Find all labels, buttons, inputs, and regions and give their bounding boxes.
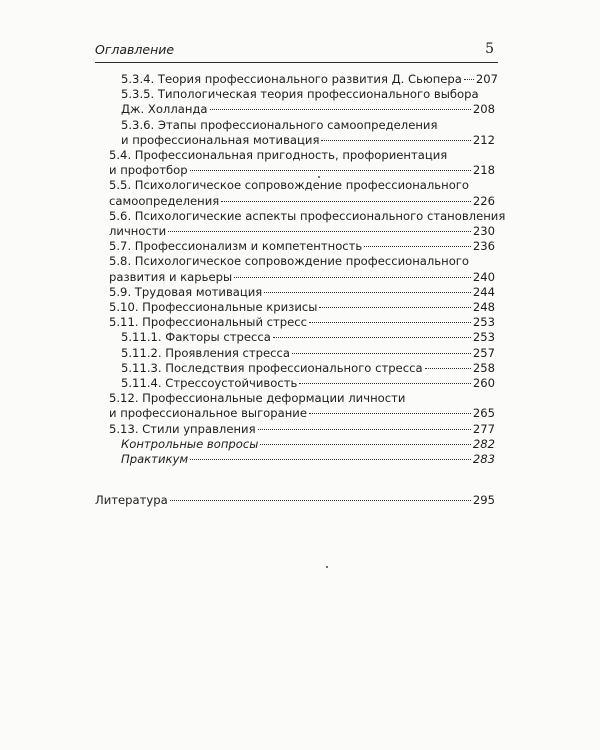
toc-entry-practicum[interactable]: [95, 452, 495, 467]
toc-entry-title-line2: Дж. Холланда: [121, 102, 208, 117]
toc-entry-5-11[interactable]: [95, 315, 495, 330]
toc-entry-5-8[interactable]: [95, 254, 495, 284]
toc-entry-title: 5.11. Профессиональный стресс: [109, 315, 308, 330]
toc-entry-page: 248: [472, 300, 495, 315]
dot-leader: [221, 201, 471, 202]
page-number: 5: [485, 41, 494, 57]
toc-entry-title-line1: 5.3.6. Этапы профессионального самоопределения: [121, 117, 438, 132]
dot-leader: [264, 292, 471, 293]
toc-entry-title: 5.10. Профессиональные кризисы: [109, 300, 318, 315]
dot-leader: [464, 79, 474, 80]
toc-entry-5-12[interactable]: [95, 391, 495, 421]
dot-leader: [190, 170, 471, 171]
toc-entry-page: 240: [472, 269, 495, 284]
toc-entry-title-line2: и профессиональная мотивация: [121, 132, 320, 147]
toc-entry-page: 253: [472, 330, 495, 345]
toc-entry-title: 5.11.4. Стрессоустойчивость: [121, 376, 298, 391]
toc-entry-5-11-1[interactable]: [95, 330, 495, 345]
toc-entry-5-11-2[interactable]: [95, 346, 495, 361]
toc-entry-page: 260: [472, 376, 495, 391]
toc-entry-title: 5.9. Трудовая мотивация: [109, 284, 263, 299]
toc-entry-title: Практикум: [121, 452, 189, 467]
toc-entry-page: 212: [472, 132, 495, 147]
toc-entry-5-7[interactable]: [95, 239, 495, 254]
table-of-contents: [95, 72, 506, 508]
toc-entry-page: 253: [472, 315, 495, 330]
toc-entry-5-11-4[interactable]: [95, 376, 495, 391]
toc-entry-5-3-4[interactable]: [95, 72, 499, 87]
toc-entry-5-4[interactable]: [95, 148, 495, 178]
toc-entry-5-3-6[interactable]: [95, 118, 495, 148]
toc-entry-title: 5.11.3. Последствия профессионального стресса: [121, 360, 423, 375]
toc-entry-title-line1: 5.4. Профессиональная пригодность, профориентация: [109, 148, 448, 163]
toc-entry-page: 257: [472, 345, 495, 360]
page-header: [95, 40, 498, 63]
toc-entry-5-13[interactable]: [95, 422, 495, 437]
toc-entry-title-line2: и профотбор: [109, 163, 188, 178]
print-speck: [318, 176, 320, 178]
toc-entry-page: 236: [472, 239, 495, 254]
toc-entry-page: 244: [472, 284, 495, 299]
running-title: Оглавление: [95, 42, 175, 57]
toc-entry-page: 295: [472, 493, 495, 508]
toc-entry-5-10[interactable]: [95, 300, 495, 315]
dot-leader: [321, 140, 470, 141]
toc-entry-control-questions[interactable]: [95, 437, 495, 452]
toc-entry-title-line1: 5.6. Психологические аспекты профессионального становления: [109, 208, 506, 223]
toc-entry-title: 5.7. Профессионализм и компетентность: [109, 239, 363, 254]
toc-entry-title: Литература: [95, 493, 168, 508]
toc-entry-page: 258: [472, 360, 495, 375]
toc-entry-5-3-5[interactable]: [95, 87, 495, 117]
toc-entry-page: 282: [472, 436, 495, 451]
dot-leader: [210, 109, 471, 110]
toc-entry-title-line1: 5.5. Психологическое сопровождение профессионального: [109, 178, 469, 193]
toc-entry-page: 207: [475, 72, 499, 86]
dot-leader: [309, 413, 471, 414]
toc-entry-page: 265: [472, 406, 495, 421]
dot-leader: [260, 444, 470, 445]
dot-leader: [234, 277, 471, 278]
print-speck: [326, 566, 328, 568]
toc-entry-title-line2: развития и карьеры: [109, 269, 233, 284]
toc-entry-page: 208: [472, 102, 495, 117]
toc-entry-5-5[interactable]: [95, 178, 495, 208]
toc-entry-title-line1: 5.3.5. Типологическая теория профессионального выбора: [121, 87, 479, 102]
dot-leader: [170, 500, 471, 501]
toc-entry-title-line1: 5.12. Профессиональные деформации личности: [109, 391, 406, 406]
dot-leader: [190, 459, 471, 460]
dot-leader: [309, 322, 471, 323]
toc-entry-title: Контрольные вопросы: [121, 436, 259, 451]
toc-entry-5-6[interactable]: [95, 208, 506, 239]
dot-leader: [168, 231, 471, 232]
toc-entry-title: 5.3.4. Теория профессионального развития Д. Сьюпера: [121, 72, 462, 86]
dot-leader: [299, 383, 471, 384]
toc-entry-page: 283: [472, 452, 495, 467]
dot-leader: [258, 429, 471, 430]
toc-entry-page: 218: [472, 163, 495, 178]
toc-entry-page: 277: [472, 421, 495, 436]
dot-leader: [319, 307, 470, 308]
toc-entry-title: 5.11.2. Проявления стресса: [121, 345, 291, 360]
toc-entry-literature[interactable]: [95, 493, 495, 508]
toc-entry-title-line2: и профессиональное выгорание: [109, 406, 307, 421]
toc-entry-title: 5.11.1. Факторы стресса: [121, 330, 271, 345]
toc-entry-page: 226: [472, 193, 495, 208]
toc-entry-page: 230: [472, 224, 495, 239]
toc-entry-5-9[interactable]: [95, 285, 495, 300]
toc-entry-5-11-3[interactable]: [95, 361, 495, 376]
dot-leader: [425, 368, 471, 369]
toc-entry-title-line1: 5.8. Психологическое сопровождение профессионального: [109, 254, 469, 269]
dot-leader: [364, 246, 471, 247]
dot-leader: [292, 353, 471, 354]
toc-entry-title-line2: личности: [109, 224, 167, 239]
toc-entry-title: 5.13. Стили управления: [109, 421, 256, 436]
dot-leader: [273, 337, 471, 338]
toc-entry-title-line2: самоопределения: [109, 193, 220, 208]
